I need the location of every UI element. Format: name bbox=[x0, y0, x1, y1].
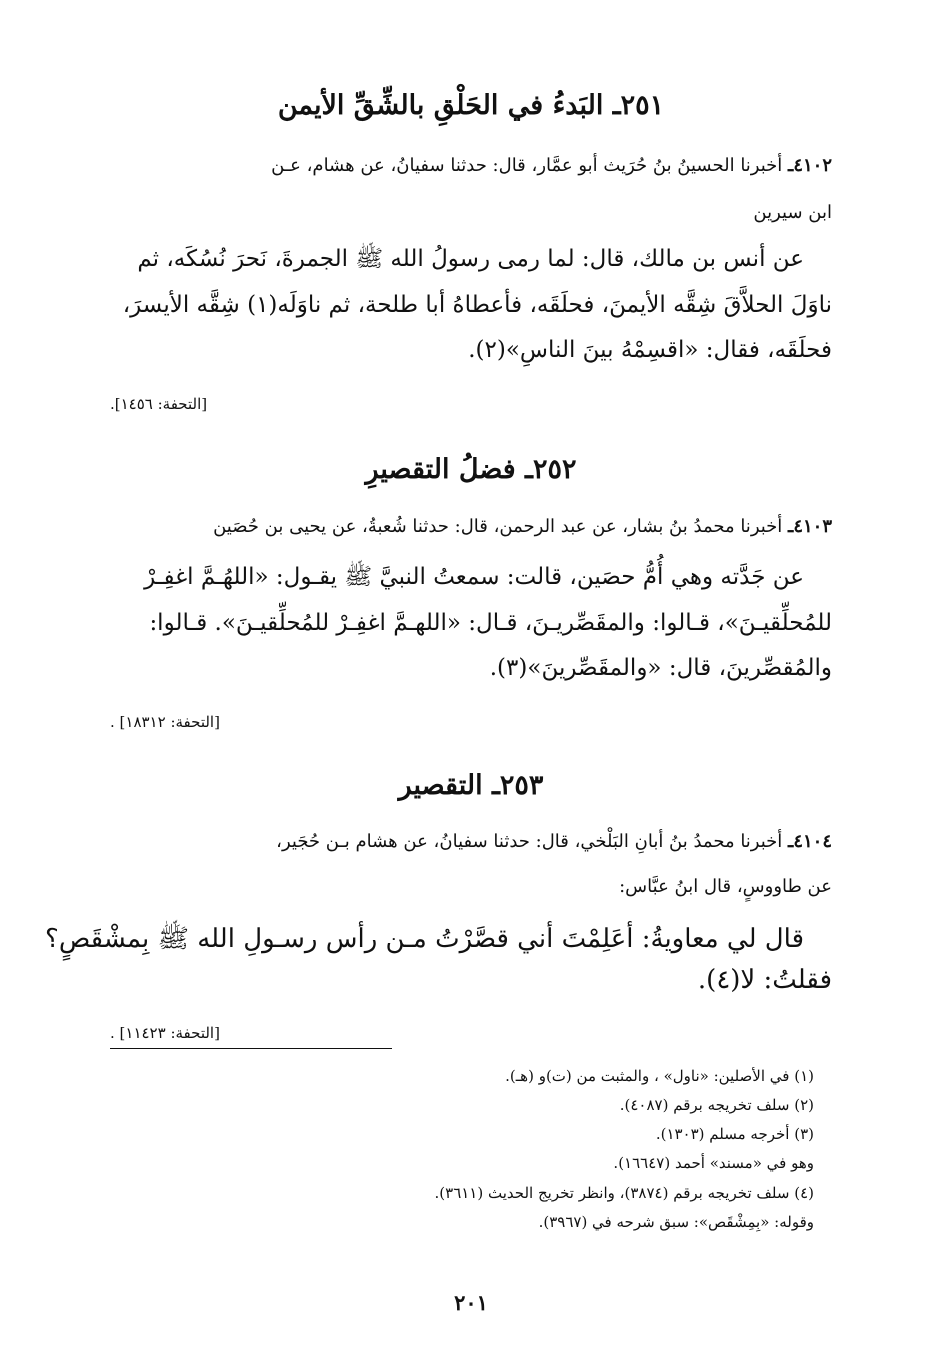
chapter-title-253: ٢٥٣ـ التقصير bbox=[398, 770, 544, 801]
hadith-4104-matn-line-1: قال لي معاويةُ: أعَلِمْتَ أني قصَّرْتُ مـن رأس رسـولِ الله ﷺ بِمشْقَصٍ؟ bbox=[45, 924, 804, 954]
tuhfa-reference: [التحفة: ١٨٣١٢] . bbox=[110, 713, 220, 731]
hadith-4102-isnad-line-1 bbox=[114, 152, 832, 180]
footnote-3-continued: وهو في «مسند» أحمد (١٦٦٤٧). bbox=[613, 1154, 814, 1172]
footnote-4-continued: وقوله: «بِمِشْقَص»: سبق شرحه في (٣٩٦٧). bbox=[538, 1213, 814, 1231]
footnote-1: (١) في الأصلين: «ناول» ، والمثبت من (ت)و (هـ). bbox=[505, 1067, 814, 1085]
hadith-number: ٤١٠٣ـ bbox=[788, 516, 832, 537]
footnote-2: (٢) سلف تخريجه برقم (٤٠٨٧). bbox=[619, 1096, 814, 1114]
chapter-title-251: ٢٥١ـ البَدءُ في الحَلْقِ بالشِّقِّ الأيمن bbox=[277, 90, 665, 121]
hadith-4103-matn-line-1: عن جَدَّته وهي أُمُّ حصَين، قالت: سمعتُ النبيَّ ﷺ يقـول: «اللهُـمَّ اغفِـرْ bbox=[144, 564, 804, 590]
hadith-number: ٤١٠٤ـ bbox=[788, 831, 832, 852]
hadith-4103-matn-line-3: والمُقصِّرينَ، قال: «والمقَصِّرينَ»(٣). bbox=[489, 655, 832, 681]
hadith-4102-isnad-line-2: ابن سيرين bbox=[753, 202, 832, 223]
hadith-4102-matn-line-1: عن أنس بن مالك، قال: لما رمى رسولُ الله ﷺ الجمرةَ، نَحرَ نُسُكَه، ثم bbox=[137, 246, 804, 272]
chapter-title-252: ٢٥٢ـ فضلُ التقصيرِ bbox=[365, 454, 577, 485]
footnote-3: (٣) أخرجه مسلم (١٣٠٣). bbox=[655, 1125, 814, 1143]
isnad-text: أخبرنا محمدُ بنُ أبانِ البَلْخي، قال: حدثنا سفيانُ، عن هشام بـن حُجَير، bbox=[276, 831, 783, 852]
tuhfa-reference: [التحفة: ١٤٥٦]. bbox=[110, 395, 208, 413]
document-page bbox=[45, 0, 832, 1363]
footnote-divider bbox=[110, 1048, 392, 1049]
hadith-4104-matn-line-2: فقلتُ: لا(٤). bbox=[697, 965, 832, 995]
isnad-text: أخبرنا محمدُ بنُ بشار، عن عبد الرحمن، قال: حدثنا شُعبةُ، عن يحيى بن حُصَين bbox=[213, 516, 783, 537]
isnad-text: أخبرنا الحسينُ بنُ حُرَيث أبو عمَّار، قال: حدثنا سفيانُ، عن هشام، عـن bbox=[271, 155, 783, 176]
hadith-4103-matn-line-2: للمُحلِّقيـنَ»، قـالوا: والمقَصِّريـنَ، قـال: «اللهـمَّ اغفِـرْ للمُحلِّقيـنَ». قـالوا: bbox=[149, 610, 832, 636]
hadith-4102-matn-line-2: ناوَلَ الحلاَّقَ شِقَّه الأيمنَ، فحلَقَه، فأعطاهُ أبا طلحة، ثم ناوَلَه(١) شِقَّه الأيسرَ، bbox=[122, 292, 832, 318]
hadith-4104-isnad-line-1 bbox=[114, 828, 832, 856]
footnote-4: (٤) سلف تخريجه برقم (٣٨٧٤)، وانظر تخريج الحديث (٣٦١١). bbox=[434, 1184, 814, 1202]
hadith-4103-isnad-line-1 bbox=[114, 513, 832, 541]
hadith-4104-isnad-line-2: عن طاووسٍ، قال ابنُ عبَّاس: bbox=[619, 876, 832, 897]
tuhfa-reference: [التحفة: ١١٤٢٣] . bbox=[110, 1024, 220, 1042]
page-number: ٢٠١ bbox=[454, 1290, 488, 1315]
hadith-4102-matn-line-3: فحلَقَه، فقال: «اقسِمْهُ بينَ الناسِ»(٢). bbox=[468, 337, 832, 363]
hadith-number: ٤١٠٢ـ bbox=[788, 155, 832, 176]
